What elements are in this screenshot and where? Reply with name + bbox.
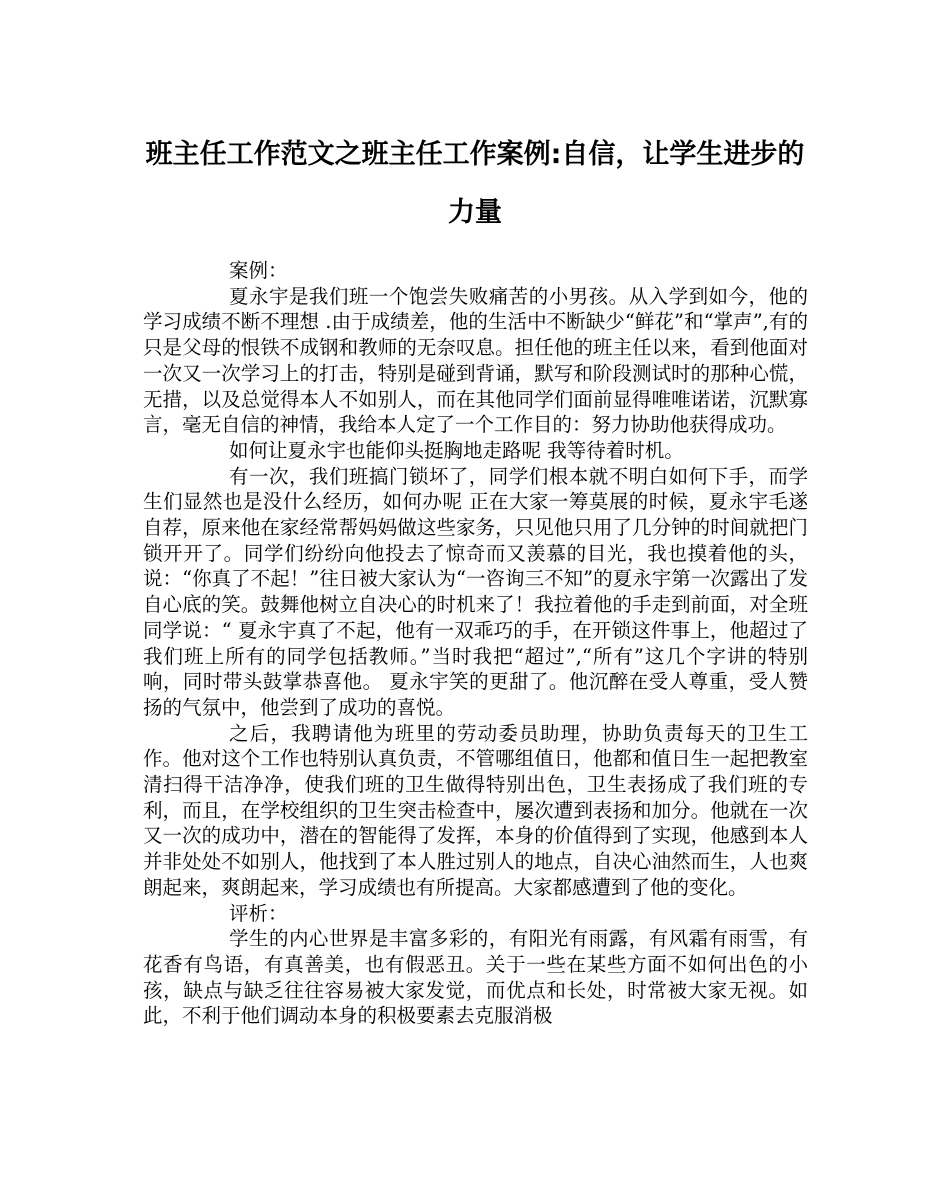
paragraph: 之后，我聘请他为班里的劳动委员助理，协助负责每天的卫生工作。他对这个工作也特别认真负责，不管哪组值日，他都和值日生一起把教室清扫得干洁净净，使我们班的卫生做得特别出色，卫生表扬成了我们班的专利，而且，在学校组织的卫生突击检查中，屡次遭到表扬和加分。他就在一次又一次的成功中，潜在的智能得了发挥，本身的价值得到了实现，他感到本人并非处处不如别人，他找到了本人胜过别人的地点，自决心油然而生，人也爽朗起来，爽朗起来，学习成绩也有所提高。大家都感遭到了他的变化。	[143, 721, 808, 899]
paragraph: 有一次，我们班搞门锁坏了，同学们根本就不明白如何下手，而学生们显然也是没什么经历，如何办呢 正在大家一筹莫展的时候，夏永宇毛遂自荐，原来他在家经常帮妈妈做这些家务，只见他只用了几分钟的时间就把门锁开开了。同学们纷纷向他投去了惊奇而又羡慕的目光，我也摸着他的头，说：“你真了不起！”往日被大家认为“一咨询三不知”的夏永宇第一次露出了发自心底的笑。鼓舞他树立自决心的时机来了！我拉着他的手走到前面，对全班同学说：“ 夏永宇真了不起，他有一双乖巧的手，在开锁这件事上，他超过了我们班上所有的同学包括教师。”当时我把“超过”,“所有”这几个字讲的特别响，同时带头鼓掌恭喜他。 夏永宇笑的更甜了。他沉醉在受人尊重，受人赞扬的气氛中，他尝到了成功的喜悦。	[143, 464, 808, 719]
paragraph: 夏永宇是我们班一个饱尝失败痛苦的小男孩。从入学到如今，他的学习成绩不断不理想 .由于成绩差，他的生活中不断缺少“鲜花”和“掌声”,有的只是父母的恨铁不成钢和教师的无奈叹息。担任他的班主任以来，看到他面对一次又一次学习上的打击，特别是碰到背诵，默写和阶段测试时的那种心慌，无措，以及总觉得本人不如别人，而在其他同学们面前显得唯唯诺诺，沉默寡言，毫无自信的神情，我给本人定了一个工作目的：努力协助他获得成功。	[143, 284, 808, 437]
paragraph: 学生的内心世界是丰富多彩的，有阳光有雨露，有风霜有雨雪，有花香有鸟语，有真善美，也有假恶丑。关于一些在某些方面不如何出色的小孩，缺点与缺乏往往容易被大家发觉，而优点和长处，时常被大家无视。如此，不利于他们调动本身的积极要素去克服消极	[143, 927, 808, 1028]
document-body	[143, 258, 808, 1029]
paragraph: 如何让夏永宇也能仰头挺胸地走路呢 我等待着时机。	[229, 438, 684, 462]
document-title: 班主任工作范文之班主任工作案例:自信，让学生进步的力量	[145, 139, 805, 228]
section-label-case: 案例：	[229, 259, 288, 282]
section-label-analysis: 评析：	[229, 901, 288, 925]
